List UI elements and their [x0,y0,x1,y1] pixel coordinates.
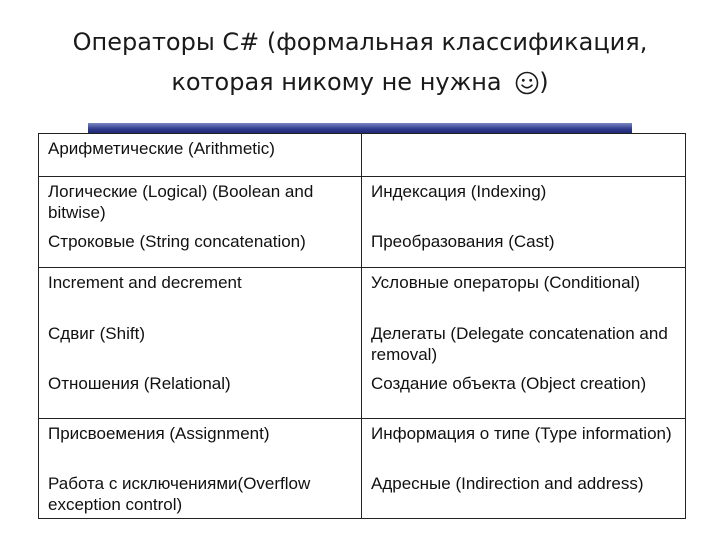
table-cell: Индексация (Indexing) [362,177,686,227]
slide-title [30,22,690,102]
table-row [39,177,686,227]
smiley-icon [515,71,539,95]
table-row [39,469,686,519]
table-row [39,134,686,177]
table-cell: Преобразования (Cast) [362,227,686,268]
table-cell: Создание объекта (Object creation) [362,369,686,419]
table-row [39,268,686,319]
table-row [39,419,686,469]
table-cell: Делегаты (Delegate concatenation and removal) [362,319,686,369]
table-cell: Работа с исключениями(Overflow exception control) [39,469,362,519]
table-cell: Строковые (String concatenation) [39,227,362,268]
table-cell: Информация о типе (Type information) [362,419,686,469]
table-cell: Отношения (Relational) [39,369,362,419]
table-cell: Условные операторы (Conditional) [362,268,686,319]
table-row [39,369,686,419]
title-line-1: Операторы C# (формальная классификация, [72,28,648,56]
operators-table [38,133,686,519]
table-cell: Логические (Logical) (Boolean and bitwise) [39,177,362,227]
table-row [39,319,686,369]
table-cell: Присвоемения (Assignment) [39,419,362,469]
table-cell: Адресные (Indirection and address) [362,469,686,519]
table-cell: Сдвиг (Shift) [39,319,362,369]
title-line-2 [30,62,690,102]
table-cell: Increment and decrement [39,268,362,319]
title-line-2-text: которая никому не нужна [171,68,510,96]
table-row [39,227,686,268]
title-line-2-end: ) [539,68,549,96]
table-cell [362,134,686,177]
table-cell: Арифметические (Arithmetic) [39,134,362,177]
